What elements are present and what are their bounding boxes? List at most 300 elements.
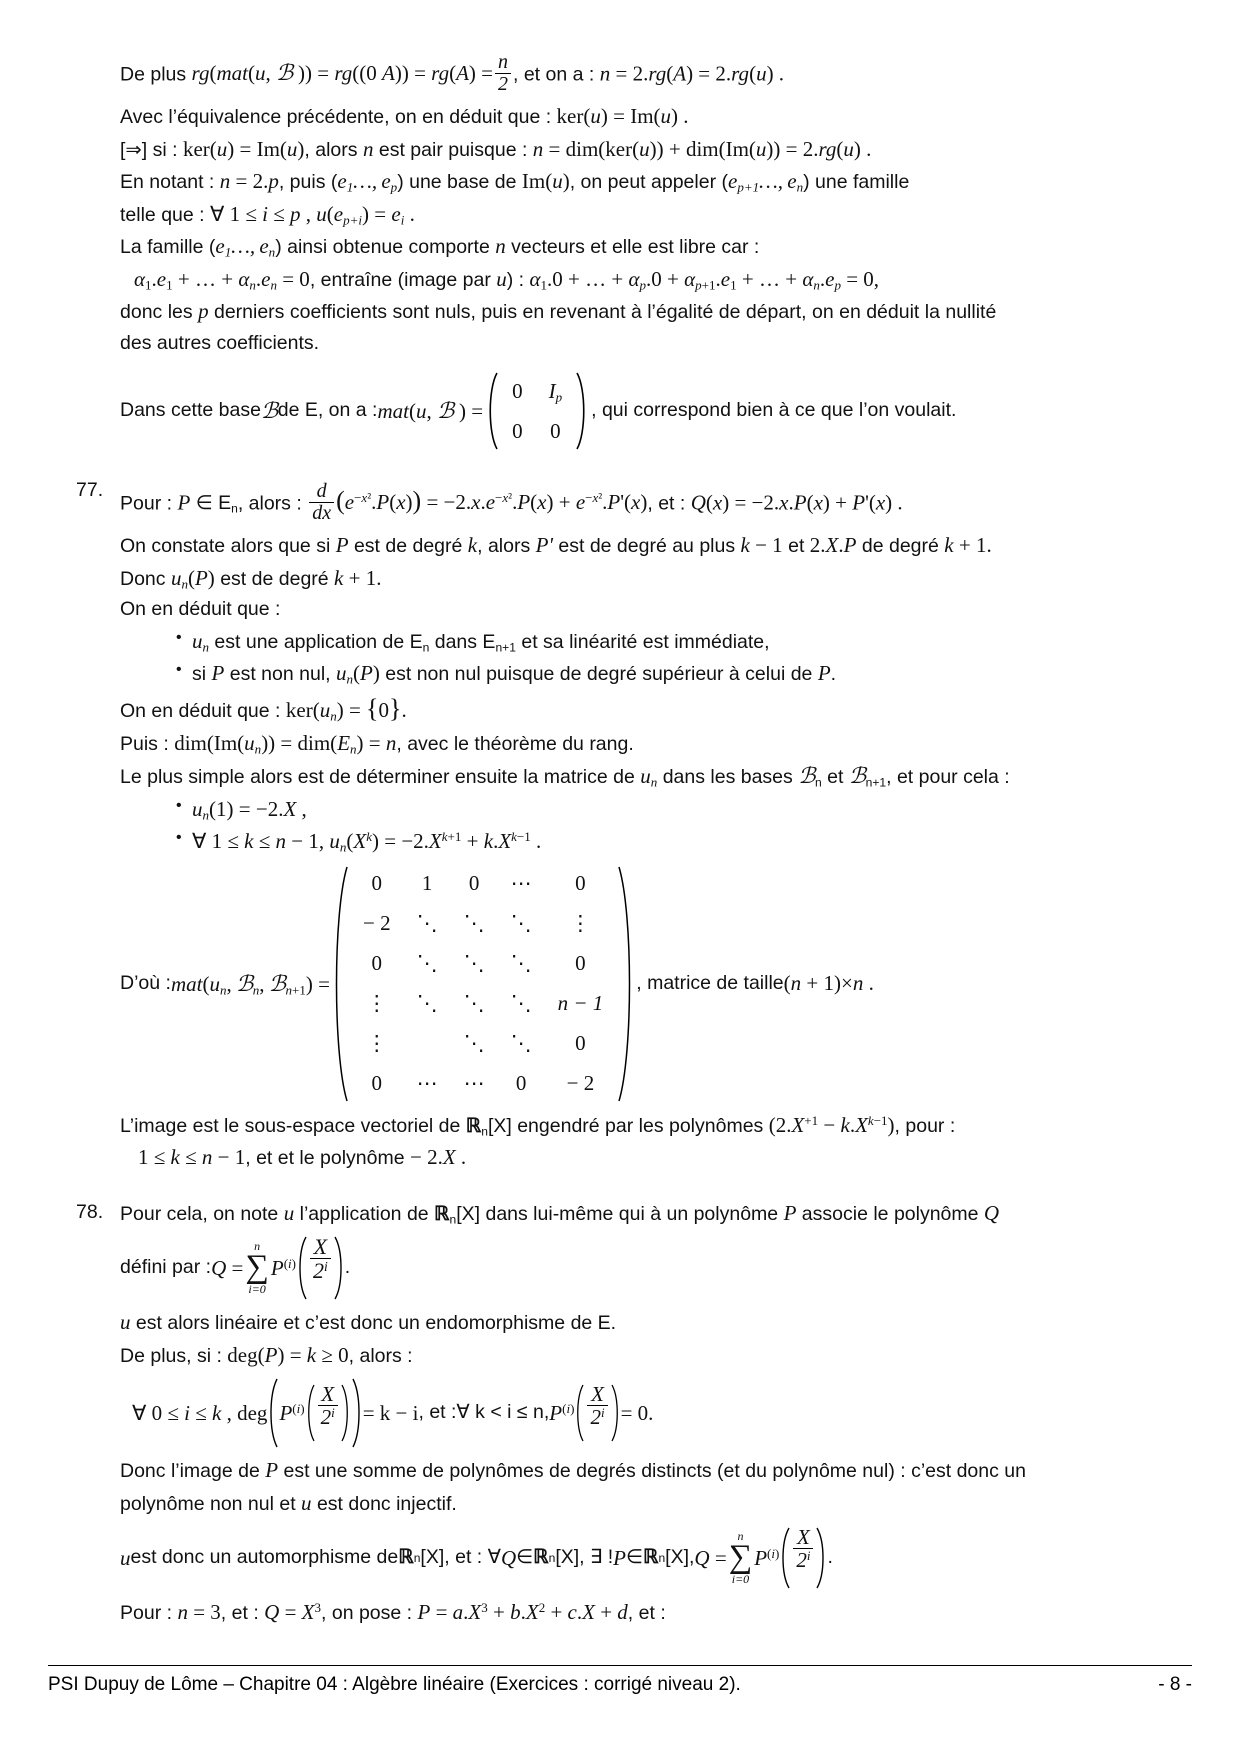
left-paren <box>305 1383 316 1443</box>
top-line-10-matrix <box>120 371 1168 451</box>
ex77-bullet-2-P2: P <box>817 661 831 685</box>
sum-lower-limit: i=0 <box>248 1281 266 1296</box>
ex78-line-6-b: est une somme de polynômes de degrés distincts (et du polynôme nul) : c’est donc un <box>278 1460 1026 1482</box>
top-line-4-math-a: n = 2.p <box>219 169 279 193</box>
exercise-78-number: 78. <box>76 1200 104 1223</box>
section-top <box>72 52 1168 451</box>
ex77-line-2-e: et <box>782 535 810 557</box>
ex77-image-line-2 <box>138 1147 1168 1169</box>
ex77-line-5-math: $ker(u_n) = \{0\}$. <box>285 693 407 724</box>
table-row <box>350 984 616 1024</box>
top-line-10-math: mat(u, ℬ ) = <box>377 398 484 423</box>
table-row <box>350 1024 616 1064</box>
ex78-line-7-bracket: [X] <box>420 1546 445 1569</box>
right-paren <box>351 1377 363 1449</box>
ex78-line-8-d: , et : <box>627 1602 666 1624</box>
ex77-line-4-text: On en déduit que : <box>120 598 281 620</box>
ex77-line-5 <box>120 693 1168 724</box>
page-footer <box>48 1665 1192 1696</box>
ex78-line-7-Pi: $P^{(i)}$ <box>754 1545 780 1570</box>
top-line-4-e: ) une famille <box>803 171 910 193</box>
ex78-line-7: u est donc un automorphisme de ℝ n [X] , et : ∀ Q ∈ ℝ n [X] , ∃ ! P ∈ ℝ n [X] , Q = n ∑ i=0 $P^{(i)}$ $\frac{X}{2^i}$ . <box>120 1526 1168 1590</box>
ex77-line-3-un: $u_n(P)$ <box>170 565 215 592</box>
ex77-bullet-2 <box>192 663 1168 685</box>
ex77-line-1-math-c: Q(x) = −2.x.P(x) + P'(x) . <box>690 490 903 515</box>
ex78-line-7-Q: Q <box>500 1545 517 1570</box>
fraction-d-over-dx <box>309 481 334 524</box>
ex77-bullet-3-math: $u_n(1) = -2.X$ , <box>192 796 307 823</box>
ex77-line-1-P: P <box>177 490 191 515</box>
ex77-line-2-kp1: k + 1. <box>944 533 992 557</box>
summation-symbol <box>728 1528 753 1586</box>
matrix-cell: ⋱ <box>463 991 485 1015</box>
right-paren <box>333 1235 345 1301</box>
subscript-n-plus-1: n+1 <box>865 775 887 790</box>
matrix-cell: 0 <box>371 951 383 975</box>
top-line-6 <box>120 236 1168 258</box>
sum-lower-limit: i=0 <box>731 1571 750 1586</box>
fraction-denominator: dx <box>309 502 334 524</box>
ex78-line-6-P: P <box>265 1458 279 1482</box>
right-paren <box>340 1383 351 1443</box>
real-numbers-symbol: ℝ <box>434 1203 450 1225</box>
ex77-line-2-b: est de degré <box>348 535 468 557</box>
fraction-denominator: 2 <box>495 73 511 95</box>
top-line-7-c: ) : <box>506 268 530 291</box>
ex77-image-line2-math: 1 ≤ k ≤ n − 1 <box>138 1145 246 1169</box>
ex78-line-1-bracket: [X] <box>456 1202 481 1225</box>
ex77-bullet-2-P: P <box>211 661 225 685</box>
ex77-line-7-b: dans les bases <box>657 766 799 788</box>
ex78-line-8 <box>120 1602 1168 1624</box>
subscript-n: n <box>449 1211 457 1226</box>
ex78-line-4-a: De plus, si : <box>120 1344 228 1367</box>
top-line-10-b: de E, on a : <box>277 399 378 422</box>
ex77-bullet-2-d: . <box>830 663 837 685</box>
ex77-line-1 <box>120 481 1168 524</box>
top-line-1-math-a: rg(mat(u, ℬ )) = rg((0 A)) = rg(A) = <box>191 60 493 86</box>
second-paren-group <box>574 1383 620 1443</box>
ex78-line-6b <box>120 1490 1168 1515</box>
top-line-2 <box>120 106 1168 128</box>
matrix-cells <box>499 371 575 451</box>
top-line-6-b: ) ainsi obtenue comporte <box>275 236 496 258</box>
ex78-line-7-c: ∈ <box>516 1546 534 1569</box>
top-line-3-math-a: ker(u) = Im(u) <box>182 136 305 161</box>
matrix-cell: 0 <box>575 871 586 895</box>
top-line-4-b: , puis ( <box>278 171 338 193</box>
ex77-bullet-1-a: est une application de E <box>209 630 423 653</box>
ex77-line-2-d: est de degré au plus <box>552 535 741 557</box>
sum-upper-limit: n <box>737 1528 744 1543</box>
top-line-7-math-c: $\alpha_1.0$ + … + $\alpha_p.0 + \alpha_{p+1}.e_1$ + … + $\alpha_n.e_p = 0$, <box>529 266 880 293</box>
big-matrix-left-paren <box>330 864 350 1104</box>
ex77-line-7-c: et <box>821 766 849 788</box>
top-line-4-c: ) une base de <box>397 171 522 193</box>
matrix-cell: ⋱ <box>463 1031 485 1055</box>
matrix-cell: − 2 <box>566 1071 595 1095</box>
matrix-cell: 0 <box>575 1031 586 1055</box>
fraction-denominator: 2$^i$ <box>318 1405 338 1428</box>
ex77-line-2-km1: k − 1 <box>740 533 783 557</box>
matrix-cell: 0 <box>515 1071 527 1095</box>
fraction-X-over-2i <box>793 1526 813 1590</box>
sigma-glyph: ∑ <box>245 1249 269 1286</box>
matrix-cell: 0 <box>371 1071 383 1095</box>
ex78-line-6-c: polynôme non nul et <box>120 1492 302 1515</box>
fraction-numerator: X <box>321 1382 335 1406</box>
left-paren <box>296 1235 308 1301</box>
ex78-line-8-a: Pour : <box>120 1602 178 1624</box>
top-line-2-math: ker(u) = Im(u) . <box>556 104 689 128</box>
fraction-numerator: X <box>591 1382 604 1406</box>
ex77-line-1-a: Pour : <box>120 492 178 515</box>
ex77-line-2-k: k <box>467 533 478 557</box>
ex78-line-4 <box>120 1342 1168 1367</box>
top-line-3-math-c: n = dim(ker(u)) + dim(Im(u)) = 2.rg(u) . <box>532 136 872 161</box>
top-line-1-mid: , et on a : <box>513 63 600 86</box>
ex78-line-5-forall: ∀ 0 ≤ i ≤ k , <box>132 1400 238 1425</box>
top-line-8-b: derniers coefficients sont nuls, puis en revenant à l’égalité de départ, on en déduit la nullité <box>208 301 997 323</box>
deg-operator: deg <box>237 1400 268 1425</box>
ex78-line-5 <box>132 1377 1168 1449</box>
footer-title: PSI Dupuy de Lôme – Chapitre 04 : Algèbre linéaire (Exercices : corrigé niveau 2). <box>48 1674 741 1695</box>
top-line-7-math-a: $\alpha_1.e_1$ + … + $\alpha_n.e_n = 0$ <box>134 266 310 293</box>
ex77-line-6 <box>120 730 1168 757</box>
ex77-image-bracket: [X] <box>487 1114 512 1137</box>
matrix-cell: 1 <box>421 871 433 895</box>
ex77-line-2-P: P <box>335 533 349 557</box>
big-matrix-cells <box>350 864 616 1104</box>
ex78-line-7-d: , ∃ ! <box>579 1546 614 1569</box>
matrix-cell: ⋱ <box>416 991 438 1015</box>
real-numbers-symbol: ℝ <box>398 1547 414 1569</box>
right-paren <box>815 1526 827 1590</box>
matrix-cell: 0 <box>512 418 523 443</box>
ex78-line-5-b: , et : <box>418 1401 457 1424</box>
ex77-bullet-1-un: $u_n$ <box>192 628 210 655</box>
ex78-line-1-d: associe le polynôme <box>796 1202 984 1225</box>
ex78-line-5-c: ∀ k < i ≤ n, <box>456 1401 550 1424</box>
ex77-line-1-c: , et : <box>647 492 691 515</box>
ex77-line-3-a: Donc <box>120 567 171 590</box>
ex77-bullet-1-b: dans E <box>429 630 496 653</box>
left-paren <box>267 1377 279 1449</box>
table-row <box>499 371 575 411</box>
top-line-4 <box>120 171 1168 193</box>
ex78-line-7-period: . <box>827 1546 833 1569</box>
ex78-line-4-b: , alors : <box>348 1344 413 1367</box>
top-line-9-text: des autres coefficients. <box>120 331 320 354</box>
ex78-line-2 <box>120 1235 1168 1301</box>
ex78-line-5-eq2: = 0. <box>620 1400 654 1425</box>
top-line-4-math-b: $e_1\dots$, $e_p$ <box>337 169 398 195</box>
fraction-n-over-2 <box>495 52 511 95</box>
ex77-line-7-d: , et pour cela : <box>886 766 1010 788</box>
ex77-line-2-a: On constate alors que si <box>120 535 336 557</box>
ex78-line-3 <box>120 1312 1168 1334</box>
ex78-line-6-d: est donc injectif. <box>311 1492 457 1515</box>
ex77-line-1-in: ∈ $E_n$ <box>190 492 238 516</box>
fraction-denominator: 2$^i$ <box>587 1405 607 1428</box>
sum-upper-limit: n <box>254 1238 261 1253</box>
table-row <box>350 1064 616 1104</box>
ex77-line-3-kp1: k + 1. <box>334 565 382 590</box>
top-line-6-a: La famille ( <box>120 236 216 258</box>
matrix-cell <box>404 1024 451 1064</box>
matrix-cell: ⋮ <box>569 911 591 935</box>
script-b-n: ℬ <box>798 763 815 788</box>
fraction-X-over-2i <box>310 1235 331 1301</box>
ex78-line-2-P: $P^{(i)}$ <box>270 1255 296 1280</box>
ex77-image-a: L’image est le sous-espace vectoriel de <box>120 1114 466 1137</box>
matrix-cell: 0 <box>575 951 586 975</box>
ex77-line-6-a: Puis : <box>120 732 175 755</box>
footer-page-number: - 8 - <box>1158 1674 1192 1695</box>
fraction-X-over-2i <box>587 1383 607 1443</box>
fraction-paren-group <box>296 1235 345 1301</box>
matrix-cell: ⋱ <box>510 911 532 935</box>
ex77-line-2-c: , alors <box>477 535 536 557</box>
ex77-line-2-2XP: 2.X.P <box>809 533 857 557</box>
top-line-3-a: [⇒] si : <box>120 138 183 161</box>
ex77-image-math: $(2.X^{+1} - k.X^{k-1})$ <box>768 1112 895 1137</box>
matrix-cell: ⋯ <box>463 1071 485 1095</box>
ex77-matrix-size: (n + 1)×n . <box>783 971 874 995</box>
ex77-bullet-2-c: est non nul puisque de degré supérieur à celui de <box>379 663 818 685</box>
ex77-image-b: engendré par les polynômes <box>511 1114 769 1137</box>
top-line-7 <box>134 266 1168 293</box>
deg-inner <box>279 1377 350 1449</box>
ex78-line-8-math-b: $Q = X^3$ <box>264 1600 322 1624</box>
top-line-3-c: est pair puisque : <box>373 138 533 161</box>
ex77-line-6-b: , avec le théorème du rang. <box>396 732 634 755</box>
subscript-n: n <box>481 1123 488 1138</box>
matrix-cell: ⋱ <box>463 911 485 935</box>
ex77-bullet-2-unP: $u_n(P)$ <box>336 661 380 687</box>
top-line-5 <box>120 201 1168 228</box>
script-b-n-plus-1: ℬ <box>848 763 866 788</box>
exercise-77-number: 77. <box>76 479 104 501</box>
top-line-3 <box>120 136 1168 161</box>
ex77-bullet-1-sub2 <box>495 631 516 653</box>
table-row <box>350 904 616 944</box>
real-numbers-symbol: ℝ <box>465 1115 482 1137</box>
exercise-77 <box>76 479 1168 1169</box>
ex77-image-line-1 <box>120 1112 1168 1138</box>
ex78-line-5-eq: = k − i <box>362 1400 419 1425</box>
top-line-8 <box>120 301 1168 323</box>
ex78-line-7-f: , <box>689 1546 695 1569</box>
ex78-line-1-c: dans lui-même qui à un polynôme <box>480 1202 784 1225</box>
top-line-6-c: vecteurs et elle est libre car : <box>505 236 760 258</box>
ex77-dwhere-b: , matrice de taille <box>636 971 784 994</box>
ex78-line-7-bracket3: [X] <box>665 1546 689 1569</box>
ex78-line-1-P: P <box>783 1200 797 1225</box>
subscript-n-plus-1: n+1 <box>495 639 516 654</box>
ex78-line-7-bracket2: [X] <box>555 1546 580 1569</box>
fraction-X-over-2i <box>318 1383 338 1443</box>
top-line-3-b: , alors <box>304 138 363 161</box>
ex78-line-2-end: . <box>344 1256 351 1279</box>
left-paren <box>574 1383 585 1443</box>
ex77-bullet-3 <box>192 796 1168 823</box>
matrix-cell: ⋱ <box>416 911 438 935</box>
matrix-cell: $I_p$ <box>548 378 563 405</box>
ex78-line-1-b: l’application de <box>294 1202 435 1225</box>
ex77-line-1-b: , alors : <box>237 492 308 515</box>
ex78-line-6-a: Donc l’image de <box>120 1460 266 1482</box>
matrix-cell: ⋱ <box>510 951 532 975</box>
top-line-9 <box>120 331 1168 354</box>
ex78-line-7-e: ∈ <box>625 1546 643 1569</box>
exercise-78 <box>76 1200 1168 1624</box>
matrix-cell: 0 <box>550 418 561 443</box>
top-line-4-d: , on peut appeler ( <box>569 171 728 193</box>
ex78-line-6a <box>120 1460 1168 1482</box>
matrix-cell: ⋯ <box>416 1071 438 1095</box>
ex77-line-7-un: $u_n$ <box>640 764 658 790</box>
ex78-line-6-u: u <box>301 1490 312 1515</box>
ex77-line-3-b: est de degré <box>214 567 335 590</box>
subscript-n: n <box>422 639 430 654</box>
real-numbers-symbol: ℝ <box>533 1547 549 1569</box>
inner-paren-group <box>305 1383 351 1443</box>
ex78-line-1-u: u <box>283 1200 295 1225</box>
subscript-n: n <box>815 775 822 790</box>
top-line-1-prefix: De plus <box>120 63 192 86</box>
block-matrix-2x2 <box>483 371 591 451</box>
matrix-cell: ⋱ <box>416 951 438 975</box>
right-paren <box>610 1383 621 1443</box>
top-line-7-math-b: u <box>496 266 507 291</box>
top-line-6-math-a: $e_1\dots$, $e_n$ <box>215 234 276 260</box>
ex77-line-4 <box>120 600 1168 620</box>
ex77-image-c: , pour : <box>894 1114 956 1137</box>
matrix-cell: ⋯ <box>510 871 532 895</box>
matrix-cell: ⋮ <box>366 1031 388 1055</box>
ex78-line-8-math-c: $P = a.X^3 + b.X^2 + c.X + d$ <box>417 1600 628 1624</box>
ex78-line-7-u: u <box>120 1545 131 1570</box>
fraction-denominator: 2$^i$ <box>793 1548 813 1571</box>
ex78-line-8-b: , et : <box>220 1602 265 1624</box>
ex77-bullet-1 <box>192 628 1168 655</box>
ex77-image-line2-math-b: − 2.X . <box>410 1145 467 1169</box>
matrix-cell: ⋱ <box>510 991 532 1015</box>
top-line-10-c: , qui correspond bien à ce que l’on voulait. <box>591 399 957 422</box>
ex77-line-2-Pprime: P' <box>535 533 553 557</box>
matrix-cell: n − 1 <box>557 991 604 1015</box>
sigma-glyph: ∑ <box>728 1539 753 1576</box>
ex78-line-3-a: est alors linéaire et c’est donc un endomorphisme de E. <box>130 1312 617 1334</box>
table-row <box>350 864 616 904</box>
top-line-1-math-b: n = 2.rg(A) = 2.rg(u) . <box>599 61 785 86</box>
ex78-line-2-Q: Q = <box>211 1255 244 1280</box>
fraction-numerator: d <box>316 480 327 502</box>
ex77-bullet-2-b: est non nul, <box>224 663 336 685</box>
left-paren <box>779 1526 791 1590</box>
basis-script-b: ℬ <box>260 398 278 423</box>
fraction-numerator: X <box>797 1525 810 1549</box>
fraction-numerator: n <box>498 51 508 73</box>
matrix-cell: ⋱ <box>463 951 485 975</box>
ex77-line-6-math: $dim(Im(u_n)) = dim(E_n) = n$ <box>174 730 397 757</box>
ex77-image-line2-b: , et et le polynôme <box>245 1147 410 1169</box>
ex78-line-1 <box>120 1200 1168 1226</box>
ex77-dwhere-a: D’où : <box>120 971 171 994</box>
ex78-line-7-Q2: Q = <box>694 1545 727 1570</box>
ex77-bullet-1-c: et sa linéarité est immédiate, <box>515 630 770 653</box>
top-line-8-math-a: p <box>198 299 209 323</box>
top-line-8-a: donc les <box>120 301 199 323</box>
ex77-line-3 <box>120 565 1168 592</box>
ex78-line-7-P: P <box>613 1545 626 1570</box>
ex77-line-2-f: de degré <box>856 535 945 557</box>
ex78-line-8-c: , on pose : <box>321 1602 418 1624</box>
ex77-line-2 <box>120 535 1168 557</box>
top-line-4-a: En notant : <box>120 171 220 193</box>
ex77-bullet-4-math: ∀ 1 ≤ k ≤ n − 1, $u_n(X^k) = -2.X^{k+1} + k.X^{k-1}$ . <box>192 829 542 855</box>
real-numbers-symbol: ℝ <box>642 1547 659 1569</box>
ex78-line-7-b: , et : ∀ <box>444 1546 501 1569</box>
fraction-numerator: X <box>313 1234 328 1259</box>
top-line-3-math-b: n <box>362 136 374 161</box>
top-line-5-math: ∀ 1 ≤ i ≤ p , $u(e_{p+i}) = e_i$ . <box>209 201 415 228</box>
top-line-4-math-d: $e_{p+1}\dots$, $e_n$ <box>727 169 804 195</box>
ex77-line-1-math-b: $(e^{-x^2}.P(x)) = -2.x.e^{-x^2}.P(x) + e^{-x^2}.P'(x)$ <box>336 486 648 516</box>
matrix-cell: − 2 <box>362 911 391 935</box>
ex77-line-7 <box>120 765 1168 788</box>
top-line-4-math-c: Im(u) <box>521 169 570 193</box>
top-line-5-a: telle que : <box>120 203 210 226</box>
matrix-cell: 0 <box>512 378 523 403</box>
ex77-matrix-line <box>120 864 1168 1104</box>
ex78-line-7-a: est donc un automorphisme de <box>130 1546 399 1569</box>
big-matrix-right-paren <box>616 864 636 1104</box>
ex78-line-5-P: $P^{(i)}$ <box>279 1400 305 1425</box>
table-row <box>350 944 616 984</box>
matrix-cell: ⋱ <box>510 1031 532 1055</box>
matrix-cell: ⋮ <box>366 991 388 1015</box>
matrix-left-paren <box>483 371 499 451</box>
matrix-right-paren <box>575 371 591 451</box>
summation-symbol <box>245 1238 269 1296</box>
fraction-paren-group <box>779 1526 827 1590</box>
ex78-line-4-math: deg(P) = k ≥ 0 <box>227 1342 349 1367</box>
ex78-line-3-u: u <box>120 1310 131 1334</box>
ex77-line-5-a: On en déduit que : <box>120 699 286 722</box>
big-matrix <box>330 864 636 1104</box>
fraction-denominator: 2$^i$ <box>310 1258 331 1282</box>
matrix-cell: 0 <box>468 871 480 895</box>
ex77-bullet-4 <box>192 831 1168 853</box>
top-line-7-b: , entraîne (image par <box>309 268 497 291</box>
top-line-2-text: Avec l’équivalence précédente, on en déduit que : <box>120 106 557 128</box>
ex78-line-1-a: Pour cela, on note <box>120 1202 284 1225</box>
matrix-cell: 0 <box>371 871 383 895</box>
ex78-line-2-a: défini par : <box>120 1256 212 1279</box>
top-line-10-a: Dans cette base <box>120 399 261 422</box>
ex78-line-5-P2: $P^{(i)}$ <box>549 1400 575 1425</box>
deg-outer-paren-group <box>267 1377 362 1449</box>
table-row <box>499 411 575 451</box>
top-line-1 <box>120 52 1168 95</box>
ex77-dwhere-math: $mat(u_n$, ℬ$_n$, ℬ$_{n+1}$) = <box>170 970 330 998</box>
ex78-line-8-math-a: n = 3 <box>177 1600 221 1624</box>
ex77-line-7-a: Le plus simple alors est de déterminer ensuite la matrice de <box>120 766 641 788</box>
ex78-line-1-Q: Q <box>983 1200 1000 1225</box>
ex77-bullet-2-a: si <box>192 663 212 685</box>
